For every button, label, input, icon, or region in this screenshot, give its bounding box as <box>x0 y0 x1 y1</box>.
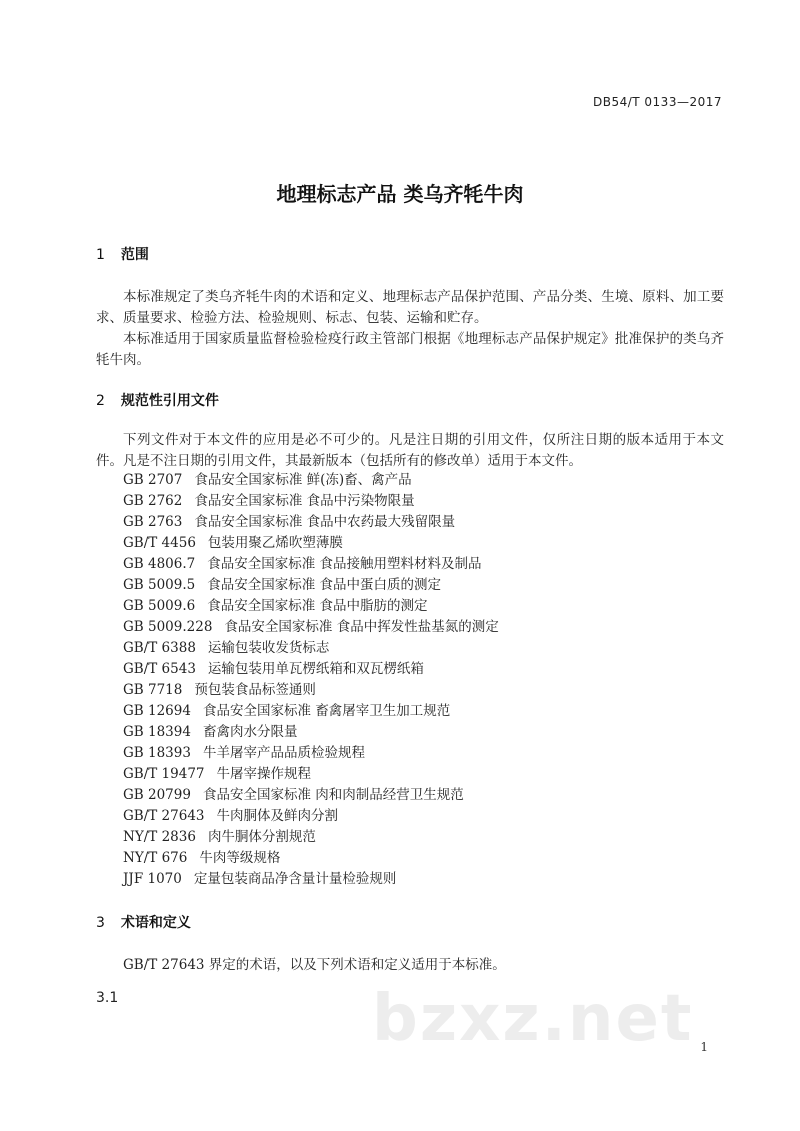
reference-code: GB/T 6543 <box>123 661 196 677</box>
reference-title: 食品安全国家标准 食品中污染物限量 <box>194 493 415 509</box>
reference-item <box>123 575 499 596</box>
document-code: DB54/T 0133—2017 <box>592 95 722 109</box>
reference-title: 牛肉等级规格 <box>199 850 281 866</box>
section-number: 3 <box>96 915 105 931</box>
reference-item <box>123 743 499 764</box>
reference-item <box>123 596 499 617</box>
reference-code: NY/T 676 <box>123 850 188 866</box>
reference-code: GB 2762 <box>123 493 183 509</box>
section-title: 术语和定义 <box>120 915 191 931</box>
reference-title: 食品安全国家标准 食品中脂肪的测定 <box>207 598 428 614</box>
reference-code: GB 4806.7 <box>123 556 196 572</box>
section-2-heading <box>96 390 219 410</box>
reference-item <box>123 680 499 701</box>
paragraph: 下列文件对于本文件的应用是必不可少的。凡是注日期的引用文件，仅所注日期的版本适用于本文件。凡是不注日期的引用文件，其最新版本（包括所有的修改单）适用于本文件。 <box>96 432 724 469</box>
reference-code: GB 5009.6 <box>123 598 196 614</box>
reference-item <box>123 806 499 827</box>
reference-item <box>123 785 499 806</box>
reference-list <box>123 470 499 890</box>
paragraph: GB/T 27643 界定的术语，以及下列术语和定义适用于本标准。 <box>123 957 506 973</box>
reference-item <box>123 869 499 890</box>
clause-number: 3.1 <box>96 990 119 1006</box>
reference-title: 预包装食品标签通则 <box>194 682 316 698</box>
reference-title: 牛肉胴体及鲜肉分割 <box>216 808 338 824</box>
reference-code: GB/T 4456 <box>123 535 196 551</box>
reference-item <box>123 512 499 533</box>
section-title: 范围 <box>120 247 149 263</box>
reference-code: GB 7718 <box>123 682 183 698</box>
reference-item <box>123 848 499 869</box>
reference-code: GB/T 6388 <box>123 640 196 656</box>
reference-item <box>123 722 499 743</box>
reference-code: GB 12694 <box>123 703 191 719</box>
reference-title: 食品安全国家标准 肉和肉制品经营卫生规范 <box>202 787 464 803</box>
page-number: 1 <box>700 1040 708 1054</box>
paragraph: 本标准适用于国家质量监督检验检疫行政主管部门根据《地理标志产品保护规定》批准保护的类乌齐牦牛肉。 <box>96 331 724 368</box>
reference-title: 食品安全国家标准 畜禽屠宰卫生加工规范 <box>202 703 451 719</box>
reference-code: GB/T 19477 <box>123 766 205 782</box>
reference-code: GB 18394 <box>123 724 191 740</box>
reference-title: 牛屠宰操作规程 <box>216 766 311 782</box>
reference-item <box>123 617 499 638</box>
reference-title: 食品安全国家标准 食品中挥发性盐基氮的测定 <box>224 619 499 635</box>
reference-code: GB 2707 <box>123 472 183 488</box>
reference-title: 食品安全国家标准 食品接触用塑料材料及制品 <box>207 556 482 572</box>
section-3-heading <box>96 912 191 932</box>
reference-code: GB 5009.5 <box>123 577 196 593</box>
reference-item <box>123 554 499 575</box>
document-title: 地理标志产品 类乌齐牦牛肉 <box>276 182 524 206</box>
reference-title: 食品安全国家标准 食品中农药最大残留限量 <box>194 514 456 530</box>
reference-code: NY/T 2836 <box>123 829 196 845</box>
reference-item <box>123 638 499 659</box>
reference-item <box>123 701 499 722</box>
paragraph: 本标准规定了类乌齐牦牛肉的术语和定义、地理标志产品保护范围、产品分类、生境、原料、加工要求、质量要求、检验方法、检验规则、标志、包装、运输和贮存。 <box>96 289 724 326</box>
reference-code: GB 18393 <box>123 745 191 761</box>
reference-title: 食品安全国家标准 鲜(冻)畜、禽产品 <box>194 472 412 488</box>
reference-title: 包装用聚乙烯吹塑薄膜 <box>207 535 343 551</box>
reference-code: GB/T 27643 <box>123 808 205 824</box>
reference-title: 肉牛胴体分割规范 <box>207 829 316 845</box>
section-title: 规范性引用文件 <box>120 393 219 409</box>
reference-title: 食品安全国家标准 食品中蛋白质的测定 <box>207 577 442 593</box>
reference-code: GB 20799 <box>123 787 191 803</box>
section-number: 1 <box>96 247 105 263</box>
reference-title: 畜禽肉水分限量 <box>202 724 298 740</box>
reference-title: 运输包装收发货标志 <box>207 640 330 656</box>
section-number: 2 <box>96 393 105 409</box>
reference-item <box>123 827 499 848</box>
reference-item <box>123 491 499 512</box>
reference-title: 定量包装商品净含量计量检验规则 <box>193 871 397 887</box>
reference-code: GB 5009.228 <box>123 619 213 635</box>
section-1-heading <box>96 244 149 264</box>
reference-code: GB 2763 <box>123 514 183 530</box>
reference-item <box>123 533 499 554</box>
watermark: bzxz.net <box>372 982 694 1056</box>
reference-code: JJF 1070 <box>123 871 182 887</box>
reference-title: 运输包装用单瓦楞纸箱和双瓦楞纸箱 <box>207 661 424 677</box>
reference-title: 牛羊屠宰产品品质检验规程 <box>202 745 365 761</box>
reference-item <box>123 470 499 491</box>
reference-item <box>123 659 499 680</box>
reference-item <box>123 764 499 785</box>
